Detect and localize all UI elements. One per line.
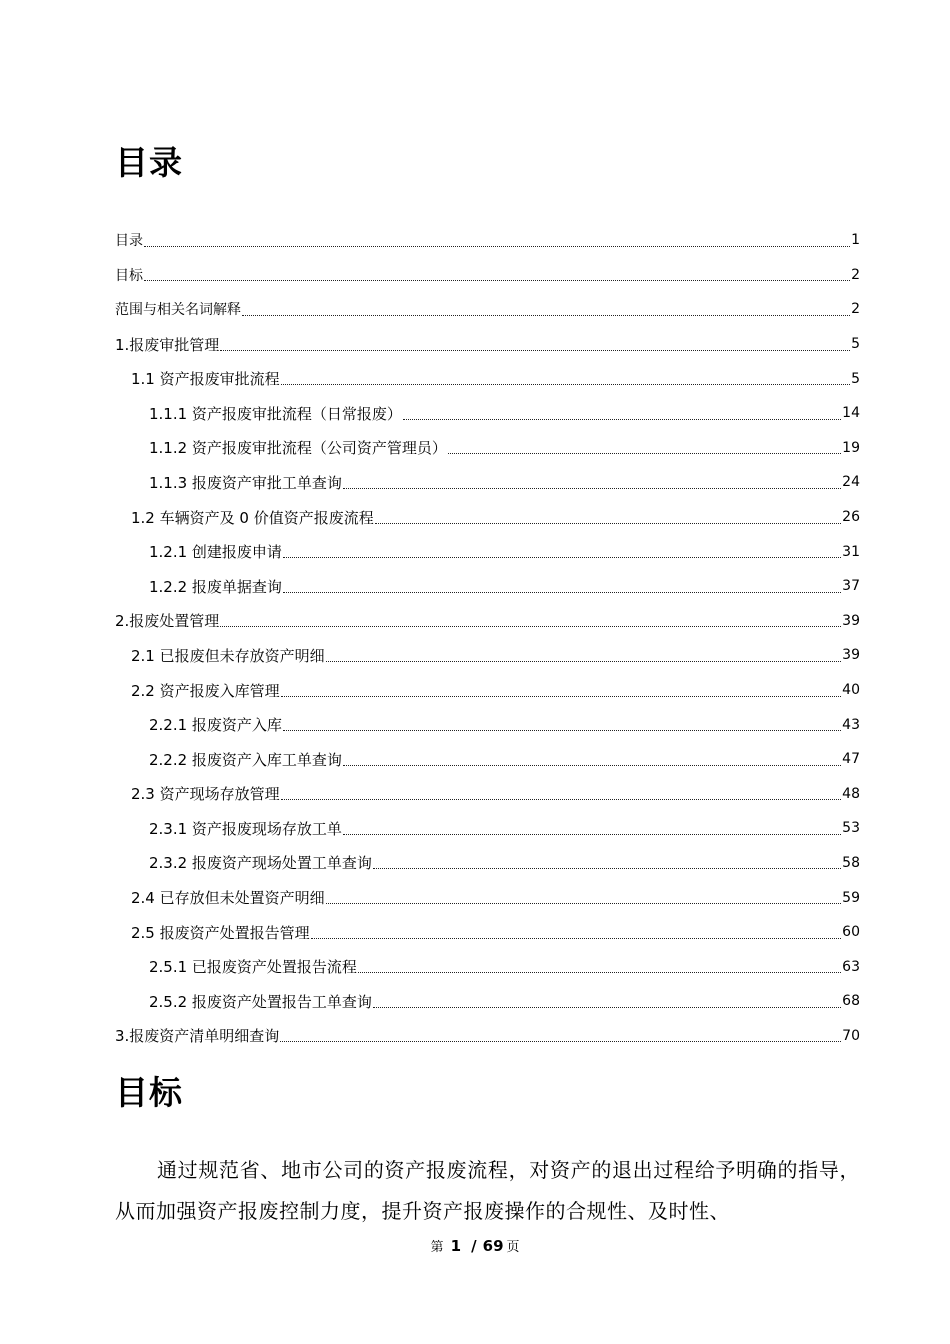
toc-dot-leader xyxy=(144,246,850,247)
toc-entry-page-number: 58 xyxy=(842,854,860,871)
footer-separator: / xyxy=(471,1237,477,1255)
toc-entry-page-number: 70 xyxy=(842,1027,860,1044)
toc-entry-page-number: 63 xyxy=(842,958,860,975)
toc-entry-title: 2.2.1 报废资产入库 xyxy=(149,716,282,735)
toc-entry[interactable] xyxy=(115,915,860,950)
toc-entry-title: 2.报废处置管理 xyxy=(115,612,220,631)
toc-entry-title: 目录 xyxy=(115,233,143,250)
toc-entry[interactable] xyxy=(115,361,860,396)
toc-entry-title: 2.2.2 报废资产入库工单查询 xyxy=(149,750,342,769)
toc-dot-leader xyxy=(220,350,850,351)
toc-entry[interactable] xyxy=(115,534,860,569)
toc-entry-page-number: 40 xyxy=(842,682,860,699)
toc-dot-leader xyxy=(283,730,841,731)
toc-dot-leader xyxy=(220,626,841,627)
toc-entry-title: 2.1 已报废但未存放资产明细 xyxy=(131,646,325,665)
footer-total-pages: 69 xyxy=(482,1237,504,1255)
toc-entry-title: 目标 xyxy=(115,267,143,284)
toc-entry-page-number: 43 xyxy=(842,716,860,733)
goal-paragraph: 通过规范省、地市公司的资产报废流程，对资产的退出过程给予明确的指导，从而加强资产报废控制力度，提升资产报废操作的合规性、及时性、 xyxy=(115,1158,860,1223)
toc-dot-leader xyxy=(358,972,841,973)
toc-dot-leader xyxy=(326,903,842,904)
toc-entry[interactable] xyxy=(115,327,860,362)
toc-entry-title: 2.3.1 资产报废现场存放工单 xyxy=(149,819,342,838)
toc-entry[interactable] xyxy=(115,673,860,708)
toc-dot-leader xyxy=(280,1041,841,1042)
toc-entry-title: 3.报废资产清单明细查询 xyxy=(115,1027,280,1046)
toc-entry-page-number: 19 xyxy=(842,439,860,456)
toc-entry-page-number: 60 xyxy=(842,924,860,941)
toc-entry-page-number: 5 xyxy=(851,370,860,387)
toc-entry-title: 1.1.1 资产报废审批流程（日常报废） xyxy=(149,404,402,423)
toc-entry-page-number: 37 xyxy=(842,578,860,595)
toc-entry-page-number: 47 xyxy=(842,751,860,768)
toc-dot-leader xyxy=(403,419,841,420)
toc-dot-leader xyxy=(373,1007,841,1008)
toc-entry[interactable] xyxy=(115,258,860,293)
toc-entry-title: 1.2 车辆资产及 0 价值资产报废流程 xyxy=(131,508,374,527)
toc-entry[interactable] xyxy=(115,638,860,673)
toc-entry-page-number: 68 xyxy=(842,993,860,1010)
page-footer xyxy=(0,1236,950,1255)
table-of-contents xyxy=(115,223,860,1053)
toc-entry-page-number: 1 xyxy=(851,232,860,249)
toc-dot-leader xyxy=(375,523,841,524)
toc-dot-leader xyxy=(144,280,850,281)
toc-entry-title: 1.报废审批管理 xyxy=(115,335,220,354)
toc-entry-page-number: 26 xyxy=(842,509,860,526)
toc-entry-page-number: 53 xyxy=(842,820,860,837)
toc-entry-title: 1.1.2 资产报废审批流程（公司资产管理员） xyxy=(149,439,447,458)
toc-entry-title: 1.2.1 创建报废申请 xyxy=(149,543,282,562)
toc-dot-leader xyxy=(343,488,841,489)
toc-entry-page-number: 39 xyxy=(842,647,860,664)
toc-entry-title: 2.5 报废资产处置报告管理 xyxy=(131,923,310,942)
toc-dot-leader xyxy=(283,557,841,558)
toc-entry[interactable] xyxy=(115,569,860,604)
toc-entry[interactable] xyxy=(115,777,860,812)
toc-entry[interactable] xyxy=(115,604,860,639)
toc-entry-title: 1.1.3 报废资产审批工单查询 xyxy=(149,473,342,492)
toc-entry-page-number: 14 xyxy=(842,405,860,422)
goal-heading: 目标 xyxy=(115,1073,183,1112)
toc-entry-title: 2.3 资产现场存放管理 xyxy=(131,785,280,804)
toc-entry[interactable] xyxy=(115,707,860,742)
toc-entry-title: 范围与相关名词解释 xyxy=(115,302,241,319)
toc-entry[interactable] xyxy=(115,431,860,466)
toc-heading: 目录 xyxy=(115,143,183,182)
toc-entry-title: 2.5.1 已报废资产处置报告流程 xyxy=(149,958,357,977)
toc-entry[interactable] xyxy=(115,500,860,535)
toc-dot-leader xyxy=(242,315,850,316)
toc-dot-leader xyxy=(281,799,842,800)
footer-suffix: 页 xyxy=(506,1240,520,1255)
toc-dot-leader xyxy=(448,453,841,454)
toc-entry-page-number: 59 xyxy=(842,889,860,906)
toc-entry[interactable] xyxy=(115,465,860,500)
toc-entry[interactable] xyxy=(115,223,860,258)
toc-entry-title: 1.1 资产报废审批流程 xyxy=(131,370,280,389)
toc-entry[interactable] xyxy=(115,742,860,777)
toc-entry-title: 2.3.2 报废资产现场处置工单查询 xyxy=(149,854,372,873)
toc-entry-title: 2.5.2 报废资产处置报告工单查询 xyxy=(149,992,372,1011)
toc-dot-leader xyxy=(281,696,842,697)
toc-entry[interactable] xyxy=(115,984,860,1019)
toc-entry[interactable] xyxy=(115,880,860,915)
toc-dot-leader xyxy=(283,592,841,593)
toc-entry[interactable] xyxy=(115,292,860,327)
toc-entry-page-number: 31 xyxy=(842,543,860,560)
toc-entry-page-number: 24 xyxy=(842,474,860,491)
toc-entry-page-number: 48 xyxy=(842,785,860,802)
toc-dot-leader xyxy=(281,384,850,385)
toc-entry[interactable] xyxy=(115,811,860,846)
toc-entry-page-number: 39 xyxy=(842,612,860,629)
toc-entry-page-number: 5 xyxy=(851,336,860,353)
toc-entry-title: 2.2 资产报废入库管理 xyxy=(131,681,280,700)
toc-dot-leader xyxy=(311,938,842,939)
toc-entry-page-number: 2 xyxy=(851,266,860,283)
toc-entry-title: 1.2.2 报废单据查询 xyxy=(149,577,282,596)
toc-dot-leader xyxy=(343,834,841,835)
toc-entry[interactable] xyxy=(115,846,860,881)
toc-entry-title: 2.4 已存放但未处置资产明细 xyxy=(131,889,325,908)
toc-dot-leader xyxy=(326,661,842,662)
toc-entry[interactable] xyxy=(115,1019,860,1054)
toc-entry[interactable] xyxy=(115,949,860,984)
toc-dot-leader xyxy=(373,868,841,869)
footer-current-page: 1 xyxy=(450,1237,462,1255)
toc-entry-page-number: 2 xyxy=(851,301,860,318)
footer-prefix: 第 xyxy=(430,1240,444,1255)
toc-dot-leader xyxy=(343,765,841,766)
toc-entry[interactable] xyxy=(115,396,860,431)
